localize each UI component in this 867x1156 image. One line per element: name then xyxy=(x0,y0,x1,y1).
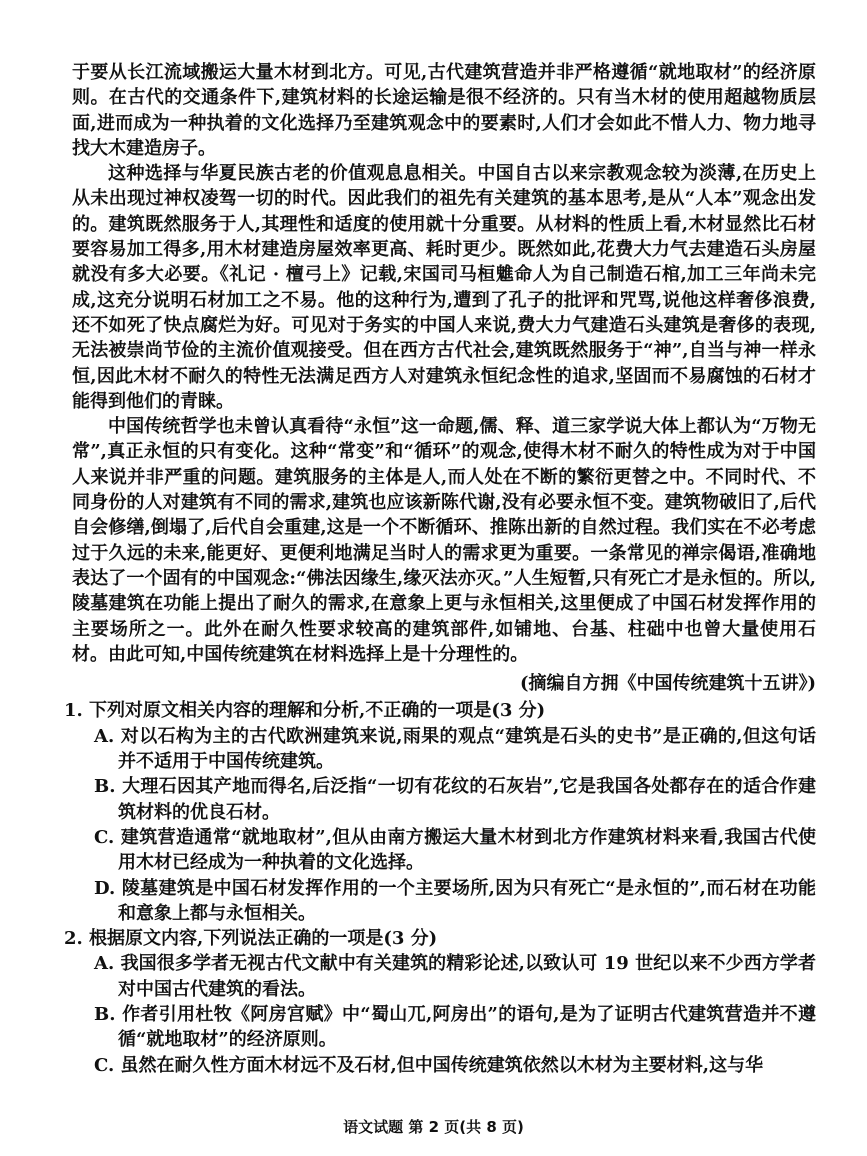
option-c: C. 建筑营造通常“就地取材”,但从由南方搬运大量木材到北方作建筑材料来看,我国古代使用木材已经成为一种执着的文化选择。 xyxy=(94,826,816,874)
question-stem: 1. 下列对原文相关内容的理解和分析,不正确的一项是(3 分) xyxy=(64,700,546,722)
question-stem: 2. 根据原文内容,下列说法正确的一项是(3 分) xyxy=(64,928,438,950)
option-b: B. 作者引用杜牧《阿房宫赋》中“蜀山兀,阿房出”的语句,是为了证明古代建筑营造并不遵循“就地取材”的经济原则。 xyxy=(94,1003,816,1051)
option-b: B. 大理石因其产地而得名,后泛指“一切有花纹的石灰岩”,它是我国各处都存在的适合作建筑材料的优良石材。 xyxy=(94,776,816,823)
page-footer: 语文试题 第 2 页(共 8 页) xyxy=(343,1118,524,1136)
option-c: C. 虽然在耐久性方面木材远不及石材,但中国传统建筑依然以木材为主要材料,这与华 xyxy=(94,1054,764,1076)
question-2 xyxy=(64,926,816,1078)
passage-paragraph-1: 于要从长江流域搬运大量木材到北方。可见,古代建筑营造并非严格遵循“就地取材”的经济原则。在古代的交通条件下,建筑材料的长途运输是很不经济的。只有当木材的使用超越物质层面,进而成为一种执着的文化选择乃至建筑观念中的要素时,人们才会如此不惜人力、物力地寻找大木建造房子。 xyxy=(72,62,816,159)
passage-source: (摘编自方拥《中国传统建筑十五讲》) xyxy=(519,673,816,695)
exam-page xyxy=(64,60,816,1078)
passage-paragraph-3: 中国传统哲学也未曾认真看待“永恒”这一命题,儒、释、道三家学说大体上都认为“万物无常”,真正永恒的只有变化。这种“常变”和“循环”的观念,使得木材不耐久的特性成为对于中国人来说并非严重的问题。建筑服务的主体是人,而人处在不断的繁衍更替之中。不同时代、不同身份的人对建筑有不同的需求,建筑也应该新陈代谢,没有必要永恒不变。建筑物破旧了,后代自会修缮,倒塌了,后代自会重建,这是一个不断循环、推陈出新的自然过程。我们实在不必考虑过于久远的未来,能更好、更便利地满足当时人的需求更为重要。一条常见的禅宗偈语,准确地表达了一个固有的中国观念:“佛法因缘生,缘灭法亦灭。”人生短暂,只有死亡才是永恒的。所以,陵墓建筑在功能上提出了耐久的需求,在意象上更与永恒相关,这里便成了中国石材发挥作用的主要场所之一。此外在耐久性要求较高的建筑部件,如铺地、台基、柱础中也曾大量使用石材。由此可知,中国传统建筑在材料选择上是十分理性的。 xyxy=(72,416,816,665)
question-1 xyxy=(64,698,816,926)
option-a: A. 我国很多学者无视古代文献中有关建筑的精彩论述,以致认可 19 世纪以来不少西方学者对中国古代建筑的看法。 xyxy=(94,953,816,1000)
passage-paragraph-2: 这种选择与华夏民族古老的价值观息息相关。中国自古以来宗教观念较为淡薄,在历史上从未出现过神权凌驾一切的时代。因此我们的祖先有关建筑的基本思考,是从“人本”观念出发的。建筑既然服务于人,其理性和适度的使用就十分重要。从材料的性质上看,木材显然比石材要容易加工得多,用木材建造房屋效率更高、耗时更少。既然如此,花费大力气去建造石头房屋就没有多大必要。《礼记 · 檀弓上》记载,宋国司马桓魋命人为自己制造石棺,加工三年尚未完成,这充分说明石材加工之不易。他的这种行为,遭到了孔子的批评和咒骂,说他这样奢侈浪费,还不如死了快点腐烂为好。可见对于务实的中国人来说,费大力气建造石头建筑是奢侈的表现,无法被崇尚节俭的主流价值观接受。但在西方古代社会,建筑既然服务于“神”,自当与神一样永恒,因此木材不耐久的特性无法满足西方人对建筑永恒纪念性的追求,坚固而不易腐蚀的石材才能得到他们的青睐。 xyxy=(72,163,816,412)
option-d: D. 陵墓建筑是中国石材发挥作用的一个主要场所,因为只有死亡“是永恒的”,而石材在功能和意象上都与永恒相关。 xyxy=(94,877,816,924)
option-a: A. 对以石构为主的古代欧洲建筑来说,雨果的观点“建筑是石头的史书”是正确的,但这句话并不适用于中国传统建筑。 xyxy=(94,725,816,773)
